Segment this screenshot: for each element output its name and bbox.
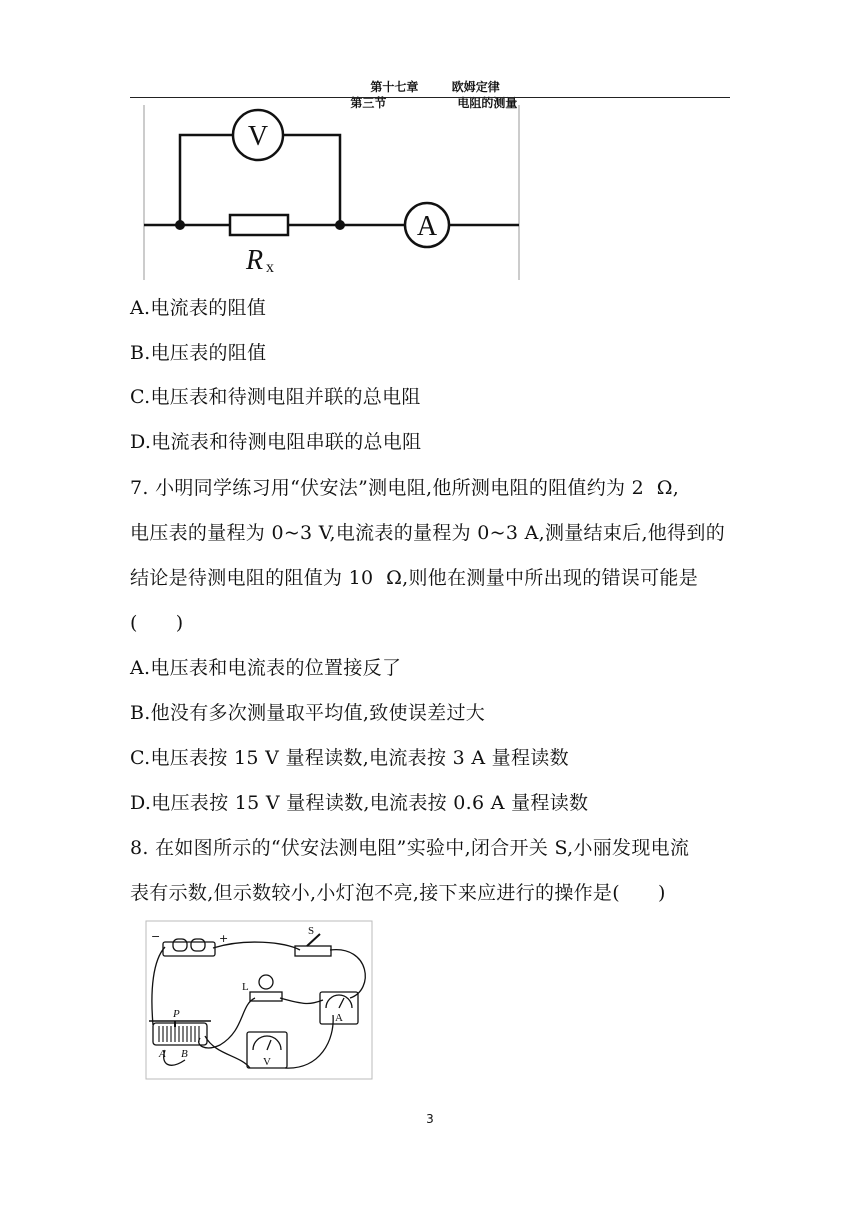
slider-label: P <box>173 1008 180 1020</box>
terminal-b-label: B <box>181 1048 188 1060</box>
q7-option-a: A.电压表和电流表的位置接反了 <box>130 657 402 679</box>
q7-stem-line-1: 7. 小明同学练习用“伏安法”测电阻,他所测电阻的阻值约为 2 Ω, <box>130 477 680 499</box>
q6-option-d: D.电流表和待测电阻串联的总电阻 <box>130 431 422 453</box>
switch-label: S <box>308 925 315 937</box>
wire <box>152 947 165 1025</box>
switch-base <box>295 946 331 956</box>
voltmeter-dial <box>253 1036 281 1050</box>
q7-stem-line-2: 电压表的量程为 0~3 V,电流表的量程为 0~3 A,测量结束后,他得到的 <box>130 522 725 544</box>
resistor-subscript: x <box>266 259 274 276</box>
lamp-bulb <box>259 975 273 989</box>
ammeter-label: A <box>335 1012 343 1024</box>
wire <box>283 135 340 225</box>
ammeter-dial <box>326 995 352 1008</box>
q6-option-a: A.电流表的阻值 <box>130 297 267 319</box>
resistor-rx <box>230 215 288 235</box>
wire <box>280 998 323 1004</box>
lamp-base <box>250 992 282 1001</box>
battery-minus-label: − <box>151 930 161 943</box>
wire <box>330 950 365 998</box>
junction-dot <box>175 220 185 230</box>
battery-plus-label: + <box>219 932 229 945</box>
voltmeter-needle <box>267 1040 271 1050</box>
q8-stem-line-2: 表有示数,但示数较小,小灯泡不亮,接下来应进行的操作是( ) <box>130 882 666 904</box>
q6-option-c: C.电压表和待测电阻并联的总电阻 <box>130 386 421 408</box>
header-divider <box>130 97 730 98</box>
wire <box>180 135 233 225</box>
voltmeter-label: V <box>263 1056 271 1068</box>
q7-option-b: B.他没有多次测量取平均值,致使误差过大 <box>130 702 486 724</box>
chapter-title: 欧姆定律 <box>451 80 500 94</box>
wire <box>205 1036 250 1068</box>
chapter-number: 第十七章 <box>370 80 419 94</box>
figure-frame <box>146 921 372 1079</box>
ammeter-label: A <box>416 211 438 242</box>
q7-stem-line-3: 结论是待测电阻的阻值为 10 Ω,则他在测量中所出现的错误可能是 <box>130 567 698 589</box>
battery-holder <box>163 942 215 956</box>
voltmeter-label: V <box>247 121 269 152</box>
q7-answer-blank: ( ) <box>130 612 184 634</box>
ammeter-needle <box>339 998 344 1008</box>
q7-option-d: D.电压表按 15 V 量程读数,电流表按 0.6 A 量程读数 <box>130 792 589 814</box>
resistor-label: R <box>246 245 264 276</box>
q8-stem-line-1: 8. 在如图所示的“伏安法测电阻”实验中,闭合开关 S,小丽发现电流 <box>130 837 690 859</box>
page-number: 3 <box>426 1112 434 1126</box>
lamp-label: L <box>242 981 249 993</box>
q6-option-b: B.电压表的阻值 <box>130 342 267 364</box>
circuit-diagram-1 <box>140 105 522 280</box>
q7-option-c: C.电压表按 15 V 量程读数,电流表按 3 A 量程读数 <box>130 747 569 769</box>
section-title: 电阻的测量 <box>457 96 518 110</box>
battery-cell <box>173 939 187 951</box>
circuit-diagram-2 <box>145 920 373 1080</box>
wire <box>285 1015 333 1068</box>
battery-cell <box>191 939 205 951</box>
rheostat-coil <box>159 1026 199 1042</box>
terminal-a-label: A <box>159 1048 166 1060</box>
junction-dot <box>335 220 345 230</box>
section-number: 第三节 <box>350 96 387 110</box>
